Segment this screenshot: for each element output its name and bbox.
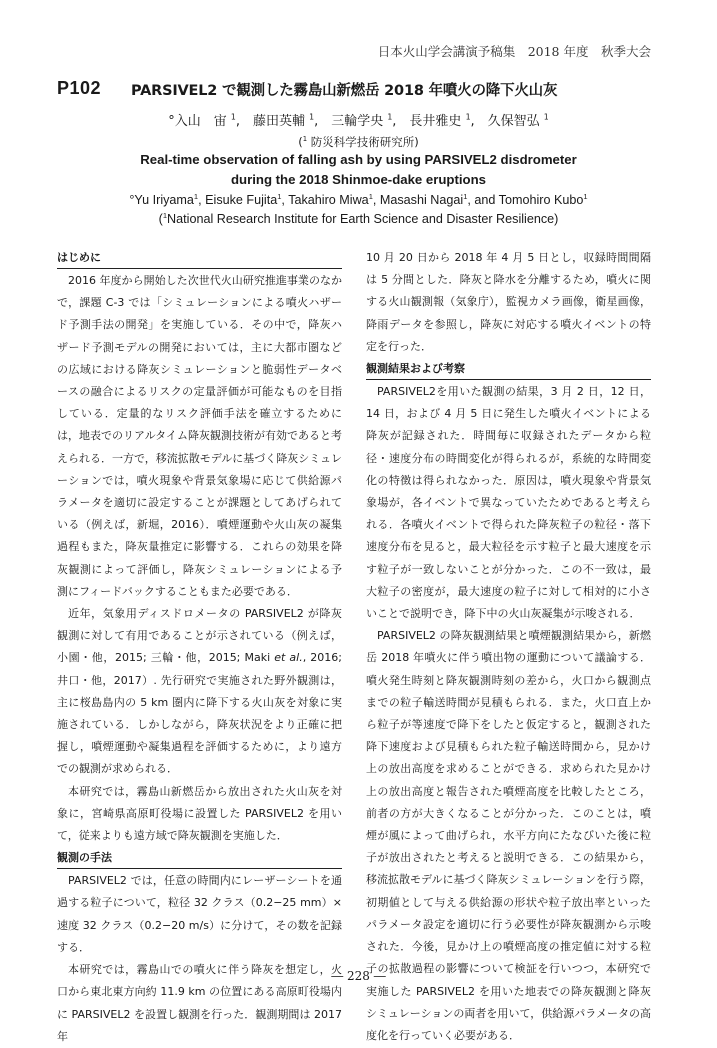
method-paragraph-1: PARSIVEL2 では，任意の時間内にレーザーシートを通過する粒子について，粒径 32 クラス（0.2−25 mm）× 速度 32 クラス（0.2−20 m/s）に分けて，その数を記録する． [57, 874, 342, 954]
affiliation-english: ($^1$National Research Institute for Earth Science and Disaster Resilience) [158, 210, 559, 226]
results-paragraph-1: PARSIVEL2を用いた観測の結果，3 月 2 日，12 日，14 日，および 4 月 5 日に発生した噴火イベントによる降灰が記録された．時間毎に収録されたデータから粒径・速度分布の時間変化が得られるが，系統的な時間変化の特徴は得られなかった．原因は，噴火現象や背景気象場が，各イベントで異なっていたためであると考えられる．各噴火イベントで得られた降灰粒子の粒径・落下速度分布を見ると，最大粒径を示す粒子と最大速度を示す粒子が一致しないことが分かった．この不一致は，最大粒子の密度が，最大速度の粒子に対して相対的に小さいことで説明でき，降下中の火山灰凝集が示唆される． [366, 385, 651, 621]
method-paragraph-2: 本研究では，霧島山での噴火に伴う降灰を想定し，火口から東北東方向約 11.9 km の位置にある高原町役場内に PARSIVEL2 を設置し観測を行った．観測期間は 2017 年 [57, 963, 342, 1043]
running-header: 日本火山学会講演予稿集 2018 年度 秋季大会 [377, 44, 651, 59]
method-paragraph-2-continued: 10 月 20 日から 2018 年 4 月 5 日とし，収録時間間隔は 5 分間とした．降灰と降水を分離するため，噴火に関する火山観測報（気象庁），監視カメラ画像，衛星画像，降雨データを参照し，降灰に対応する噴火イベントの特定を行った． [366, 251, 651, 353]
page-number: ― 228 ― [331, 969, 386, 983]
authors-japanese: °入山 宙 $^1$, 藤田英輔 $^1$, 三輪学央 $^1$, 長井雅史 $^1$, 久保智弘 $^1$ [168, 112, 549, 129]
section-heading-method: 観測の手法 [57, 847, 342, 869]
intro-paragraph-1: 2016 年度から開始した次世代火山研究推進事業のなかで，課題 C-3 では「シミュレーションによる噴火ハザード予測手法の開発」を実施している．その中で，降灰ハザード予測モデルの開発においては，主に大都市圏などの広域における降灰シミュレーションと脆弱性データベースの融合によるリスクの定量評価が可能なものを目指している．定量的なリスク評価手法を確立するためには，地表でのリアルタイム降灰観測技術が有効であると考えられる．一方で，移流拡散モデルに基づく降灰シミュレーションでは，噴火現象や背景気象場に応じて供給源パラメータを適切に設定することが課題としてあげられている（例えば，新堀，2016）．噴煙運動や火山灰の凝集過程もまた，降灰量推定に影響する．これらの効果を降灰観測によって評価し，降灰シミュレーションによる予測にフィードバックすることもまた必要である． [57, 274, 343, 598]
right-column [366, 247, 651, 1047]
affiliation-japanese: ($^1$ 防災科学技術研究所) [298, 135, 419, 149]
authors-english: °Yu Iriyama$^1$, Eisuke Fujita$^1$, Takahiro Miwa$^1$, Masashi Nagai$^1$, and Tomohiro Kubo$^1$ [129, 191, 588, 207]
left-column [57, 247, 342, 1048]
results-paragraph-2: PARSIVEL2 の降灰観測結果と噴煙観測結果から，新燃岳 2018 年噴火に伴う噴出物の運動について議論する．噴火発生時刻と降灰観測時刻の差から，火口から観測点までの粒子輸送時間が見積もられる．また，火口直上から粒子が等速度で降下をしたと仮定すると，観測された降下速度および見積もられた粒子輸送時間から，見かけ上の放出高度を求めることができる．求められた見かけ上の放出高度と報告された噴煙高度を比較したところ，前者の方が大きくなることが分かった．このことは，噴煙が風によって曲げられ，水平方向にたなびいた後に粒子が放出されたと考えると説明できる．この結果から，移流拡散モデルに基づく降灰シミュレーションを行う際，初期値として与える供給源の形状や粒子放出率といったパラメータ設定を適切に行う必要性が降灰観測から示唆された．今後，見かけ上の噴煙高度の推定値に対する粒子の拡散過程の影響について検証を行いつつ，本研究で実施した PARSIVEL2 を用いた地表での降灰観測と降灰シミュレーションの両者を用いて，供給源パラメータの高度化を行っていく必要がある． [366, 629, 651, 1042]
title-english-line1: Real-time observation of falling ash by using PARSIVEL2 disdrometer [140, 152, 577, 167]
section-heading-results: 観測結果および考察 [366, 358, 651, 380]
title-japanese: PARSIVEL2 で観測した霧島山新燃岳 2018 年噴火の降下火山灰 [131, 83, 558, 99]
presentation-number: P102 [57, 78, 102, 98]
intro-paragraph-3: 本研究では，霧島山新燃岳から放出された火山灰を対象に，宮崎県高原町役場に設置した PARSIVEL2 を用いて，従来よりも遠方域で降灰観測を実施した． [57, 784, 342, 843]
section-heading-introduction: はじめに [57, 247, 342, 269]
intro-paragraph-2: 近年，気象用ディスドロメータの PARSIVEL2 が降灰観測に対して有用であることが示されている（例えば，小園・他，2015; 三輪・他，2015; Maki et al., 2016; 井口・他，2017）. 先行研究で実施された野外観測は，主に桜島島内の 5 km 圏内に降下する火山灰を対象に実施されている．しかしながら，降灰状況をより正確に把握し，噴煙運動や凝集過程を評価するために，より遠方での観測が求められる． [57, 607, 342, 776]
title-english-line2: during the 2018 Shinmoe-dake eruptions [230, 172, 486, 187]
